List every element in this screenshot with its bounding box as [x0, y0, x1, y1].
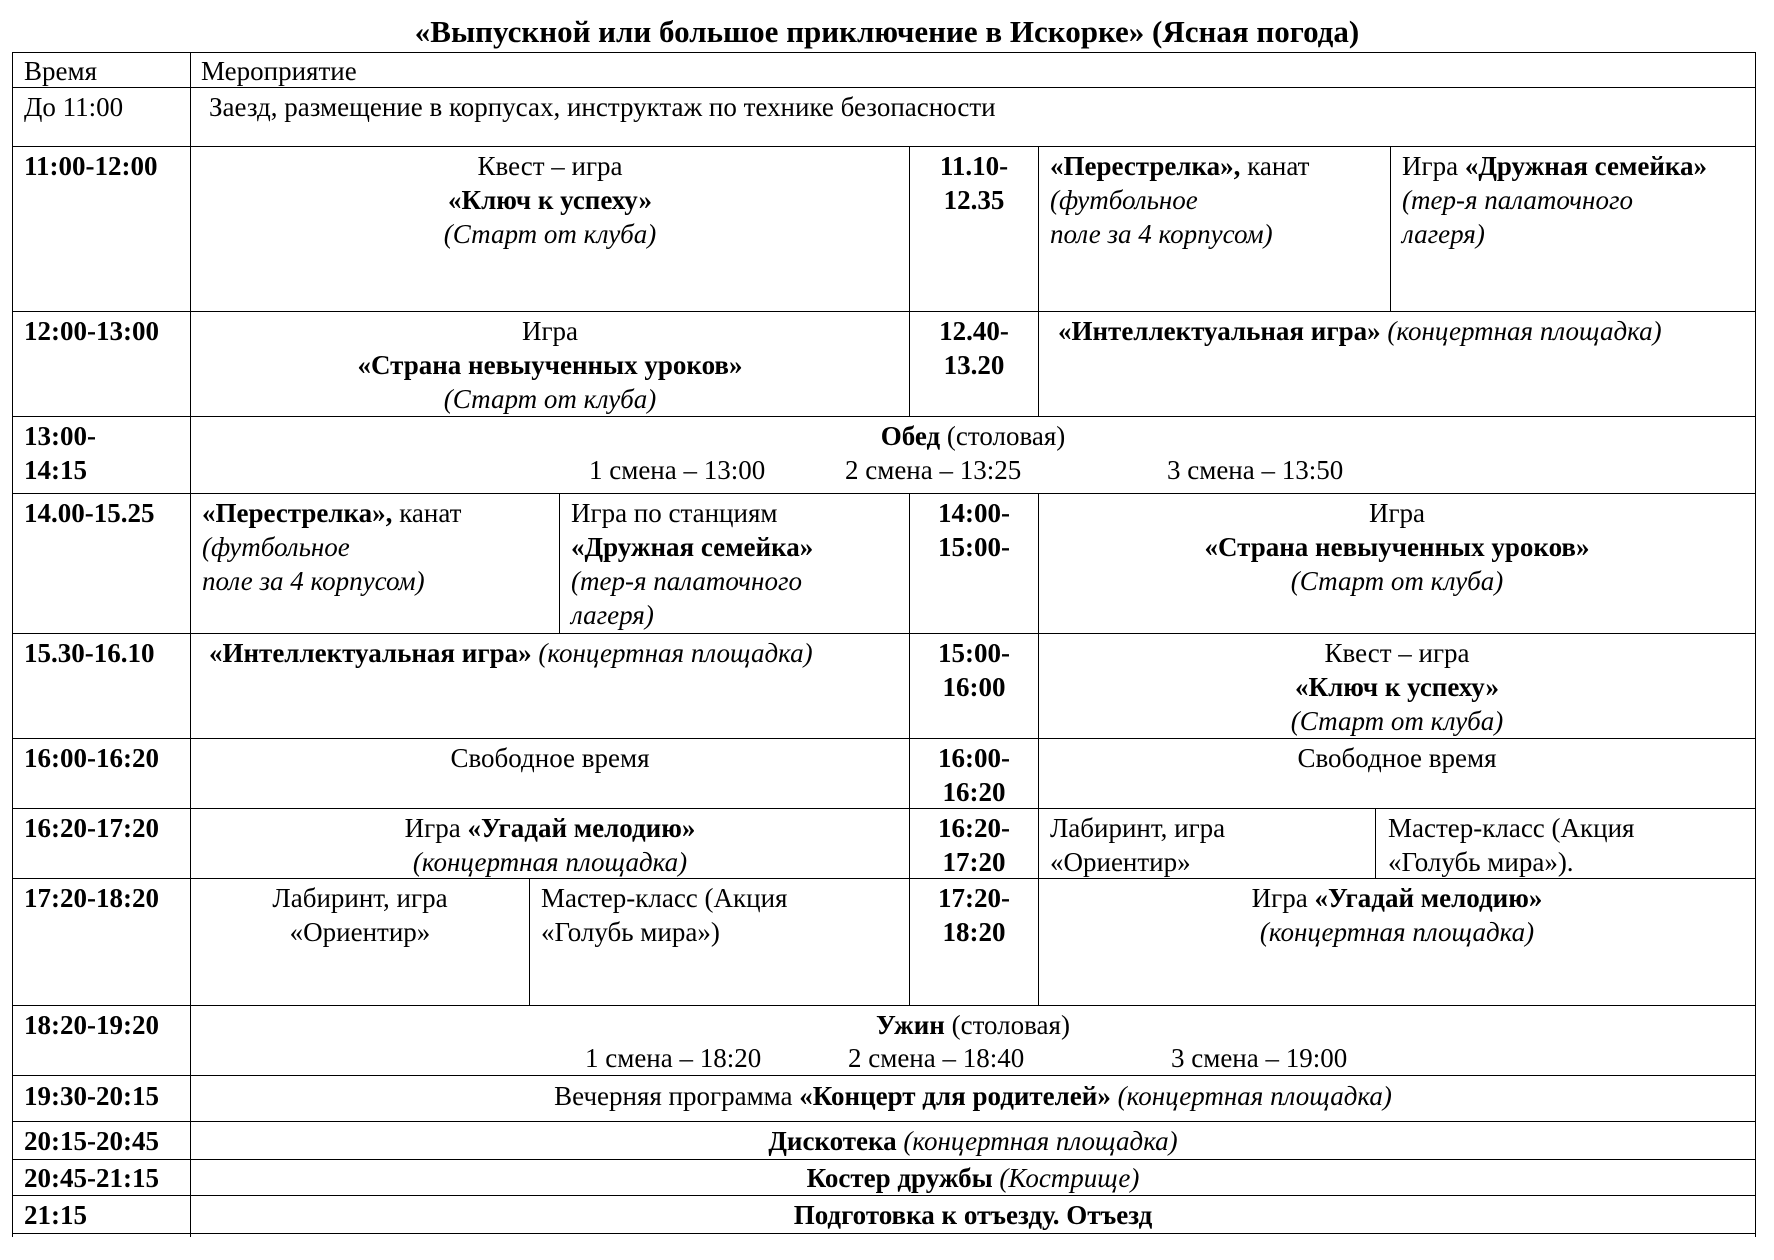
- row-border: [12, 52, 1756, 53]
- row-time: 19:30-20:15: [24, 1081, 159, 1111]
- event-cell: Подготовка к отъезду. Отъезд: [793, 1200, 1153, 1230]
- row-time: 20:15-20:45: [24, 1126, 159, 1156]
- row-time: 21:15: [24, 1200, 87, 1230]
- header-time: Время: [24, 56, 97, 86]
- alt-time-cell: 15:00- 16:00: [938, 638, 1010, 702]
- event-cell: Свободное время: [1297, 743, 1497, 773]
- arrival-text: Заезд, размещение в корпусах, инструктаж по технике безопасности: [209, 92, 996, 122]
- event-cell: «Перестрелка», канат (футбольное поле за 4 корпусом): [1050, 151, 1310, 249]
- row-border: [12, 311, 1756, 312]
- lunch-shift: 2 смена – 13:25: [845, 455, 1022, 485]
- alt-time-cell: 12.40- 13.20: [939, 316, 1009, 380]
- header-event: Мероприятие: [201, 56, 357, 86]
- event-cell: «Интеллектуальная игра» (концертная площадка): [209, 638, 813, 668]
- event-cell: Игра «Угадай мелодию» (концертная площадка): [1251, 883, 1543, 947]
- event-cell: Игра по станциям «Дружная семейка» (тер-я палаточного лагеря): [571, 498, 814, 630]
- event-cell: Костер дружбы (Кострище): [806, 1163, 1140, 1193]
- row-time: 20:45-21:15: [24, 1163, 159, 1193]
- row-time: 16:20-17:20: [24, 813, 159, 843]
- event-cell: Квест – игра «Ключ к успеху» (Старт от клуба): [1290, 638, 1504, 736]
- row-border: [12, 808, 1756, 809]
- event-cell: Игра «Дружная семейка» (тер-я палаточного лагеря): [1402, 151, 1708, 249]
- row-border: [12, 493, 1756, 494]
- table-border-left: [12, 52, 13, 1237]
- event-cell: Мастер-класс (Акция «Голубь мира»).: [1388, 813, 1635, 877]
- cell-divider: [1038, 146, 1039, 416]
- page-title: «Выпускной или большое приключение в Искорке» (Ясная погода): [414, 14, 1360, 49]
- row-border: [12, 1159, 1756, 1160]
- row-time: 12:00-13:00: [24, 316, 159, 346]
- row-time: 18:20-19:20: [24, 1010, 159, 1040]
- cell-divider: [1390, 146, 1391, 311]
- dinner-title: Ужин (столовая): [876, 1010, 1070, 1040]
- dinner-shift: 1 смена – 18:20: [585, 1043, 762, 1073]
- event-cell: Свободное время: [450, 743, 650, 773]
- event-cell: Игра «Угадай мелодию» (концертная площадка): [404, 813, 696, 877]
- row-time: 13:00- 14:15: [24, 421, 96, 485]
- event-cell: Квест – игра «Ключ к успеху» (Старт от клуба): [443, 151, 657, 249]
- event-cell: Мастер-класс (Акция «Голубь мира»): [541, 883, 788, 947]
- event-cell: Вечерняя программа «Концерт для родителей» (концертная площадка): [554, 1081, 1392, 1111]
- lunch-shift: 1 смена – 13:00: [589, 455, 766, 485]
- row-border: [12, 416, 1756, 417]
- row-border: [12, 146, 1756, 147]
- event-cell: Лабиринт, игра «Ориентир»: [272, 883, 448, 947]
- event-cell: Игра «Страна невыученных уроков» (Старт от клуба): [1204, 498, 1590, 596]
- row-border: [12, 633, 1756, 634]
- row-border: [12, 1005, 1756, 1006]
- alt-time-cell: 14:00- 15:00-: [938, 498, 1010, 562]
- event-cell: Игра «Страна невыученных уроков» (Старт от клуба): [357, 316, 743, 414]
- cell-divider: [529, 878, 530, 1005]
- row-time: 16:00-16:20: [24, 743, 159, 773]
- lunch-title: Обед (столовая): [880, 421, 1066, 451]
- row-time: 11:00-12:00: [24, 151, 158, 181]
- row-border: [12, 1233, 1756, 1234]
- row-time: 17:20-18:20: [24, 883, 159, 913]
- row-border: [12, 1195, 1756, 1196]
- event-cell: «Интеллектуальная игра» (концертная площадка): [1058, 316, 1662, 346]
- table-border-right: [1755, 52, 1756, 1237]
- event-cell: «Перестрелка», канат (футбольное поле за 4 корпусом): [202, 498, 462, 596]
- alt-time-cell: 16:20- 17:20: [938, 813, 1010, 877]
- row-time: 15.30-16.10: [24, 638, 155, 668]
- cell-divider: [559, 493, 560, 633]
- row-border: [12, 1075, 1756, 1076]
- alt-time-cell: 17:20- 18:20: [938, 883, 1010, 947]
- alt-time-cell: 11.10- 12.35: [939, 151, 1009, 215]
- event-cell: Дискотека (концертная площадка): [768, 1126, 1178, 1156]
- row-border: [12, 738, 1756, 739]
- arrival-time: До 11:00: [24, 92, 124, 122]
- alt-time-cell: 16:00- 16:20: [938, 743, 1010, 807]
- event-cell: Лабиринт, игра «Ориентир»: [1050, 813, 1226, 877]
- dinner-shift: 2 смена – 18:40: [848, 1043, 1025, 1073]
- dinner-shift: 3 смена – 19:00: [1171, 1043, 1348, 1073]
- row-time: 14.00-15.25: [24, 498, 155, 528]
- cell-divider: [1375, 808, 1376, 878]
- row-border: [12, 1121, 1756, 1122]
- lunch-shift: 3 смена – 13:50: [1167, 455, 1344, 485]
